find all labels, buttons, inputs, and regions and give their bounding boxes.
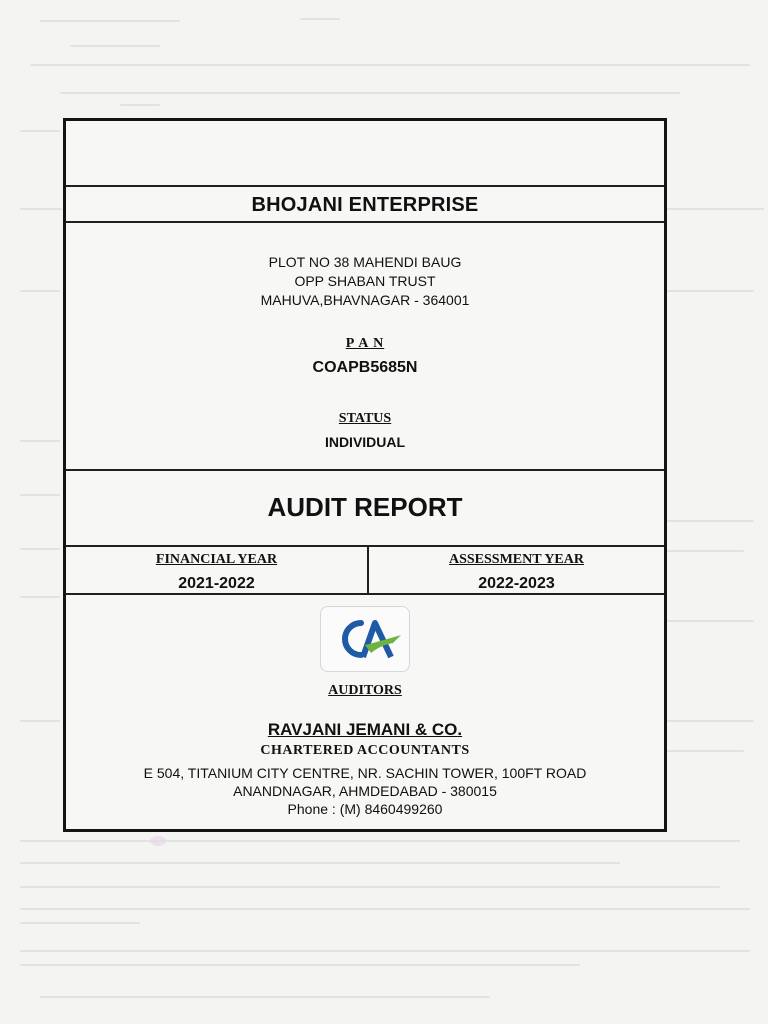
status-label: STATUS xyxy=(338,411,392,426)
auditor-address-line-1: E 504, TITANIUM CITY CENTRE, NR. SACHIN TOWER, 100FT ROAD xyxy=(143,765,587,781)
divider xyxy=(66,221,664,223)
report-title: AUDIT REPORT xyxy=(267,492,463,522)
assessment-year-label: ASSESSMENT YEAR xyxy=(449,552,584,567)
divider xyxy=(66,469,664,471)
entity-address-line-1: PLOT NO 38 MAHENDI BAUG xyxy=(268,254,462,270)
pan-label: P A N xyxy=(345,336,385,351)
auditor-address-line-2: ANANDNAGAR, AHMDEDABAD - 380015 xyxy=(233,783,497,799)
entity-address-line-3: MAHUVA,BHAVNAGAR - 364001 xyxy=(260,292,470,308)
auditor-firm-name: RAVJANI JEMANI & CO. xyxy=(267,720,463,739)
assessment-year-block xyxy=(369,551,664,593)
financial-year-label: FINANCIAL YEAR xyxy=(155,552,278,567)
divider xyxy=(66,593,664,595)
auditors-label: AUDITORS xyxy=(328,683,402,698)
chartered-accountant-logo-icon xyxy=(321,607,409,671)
divider xyxy=(66,545,664,547)
entity-address-line-2: OPP SHABAN TRUST xyxy=(294,273,436,289)
divider xyxy=(66,185,664,187)
ca-logo xyxy=(320,606,410,672)
entity-name: BHOJANI ENTERPRISE xyxy=(251,194,479,216)
assessment-year-value: 2022-2023 xyxy=(478,575,555,592)
auditor-firm-type: CHARTERED ACCOUNTANTS xyxy=(260,743,470,758)
financial-year-block xyxy=(66,551,367,593)
financial-year-value: 2021-2022 xyxy=(178,575,255,592)
status-value: INDIVIDUAL xyxy=(324,434,406,450)
cover-frame xyxy=(63,118,667,832)
auditor-phone: Phone : (M) 8460499260 xyxy=(287,801,443,817)
pan-value: COAPB5685N xyxy=(312,359,418,376)
